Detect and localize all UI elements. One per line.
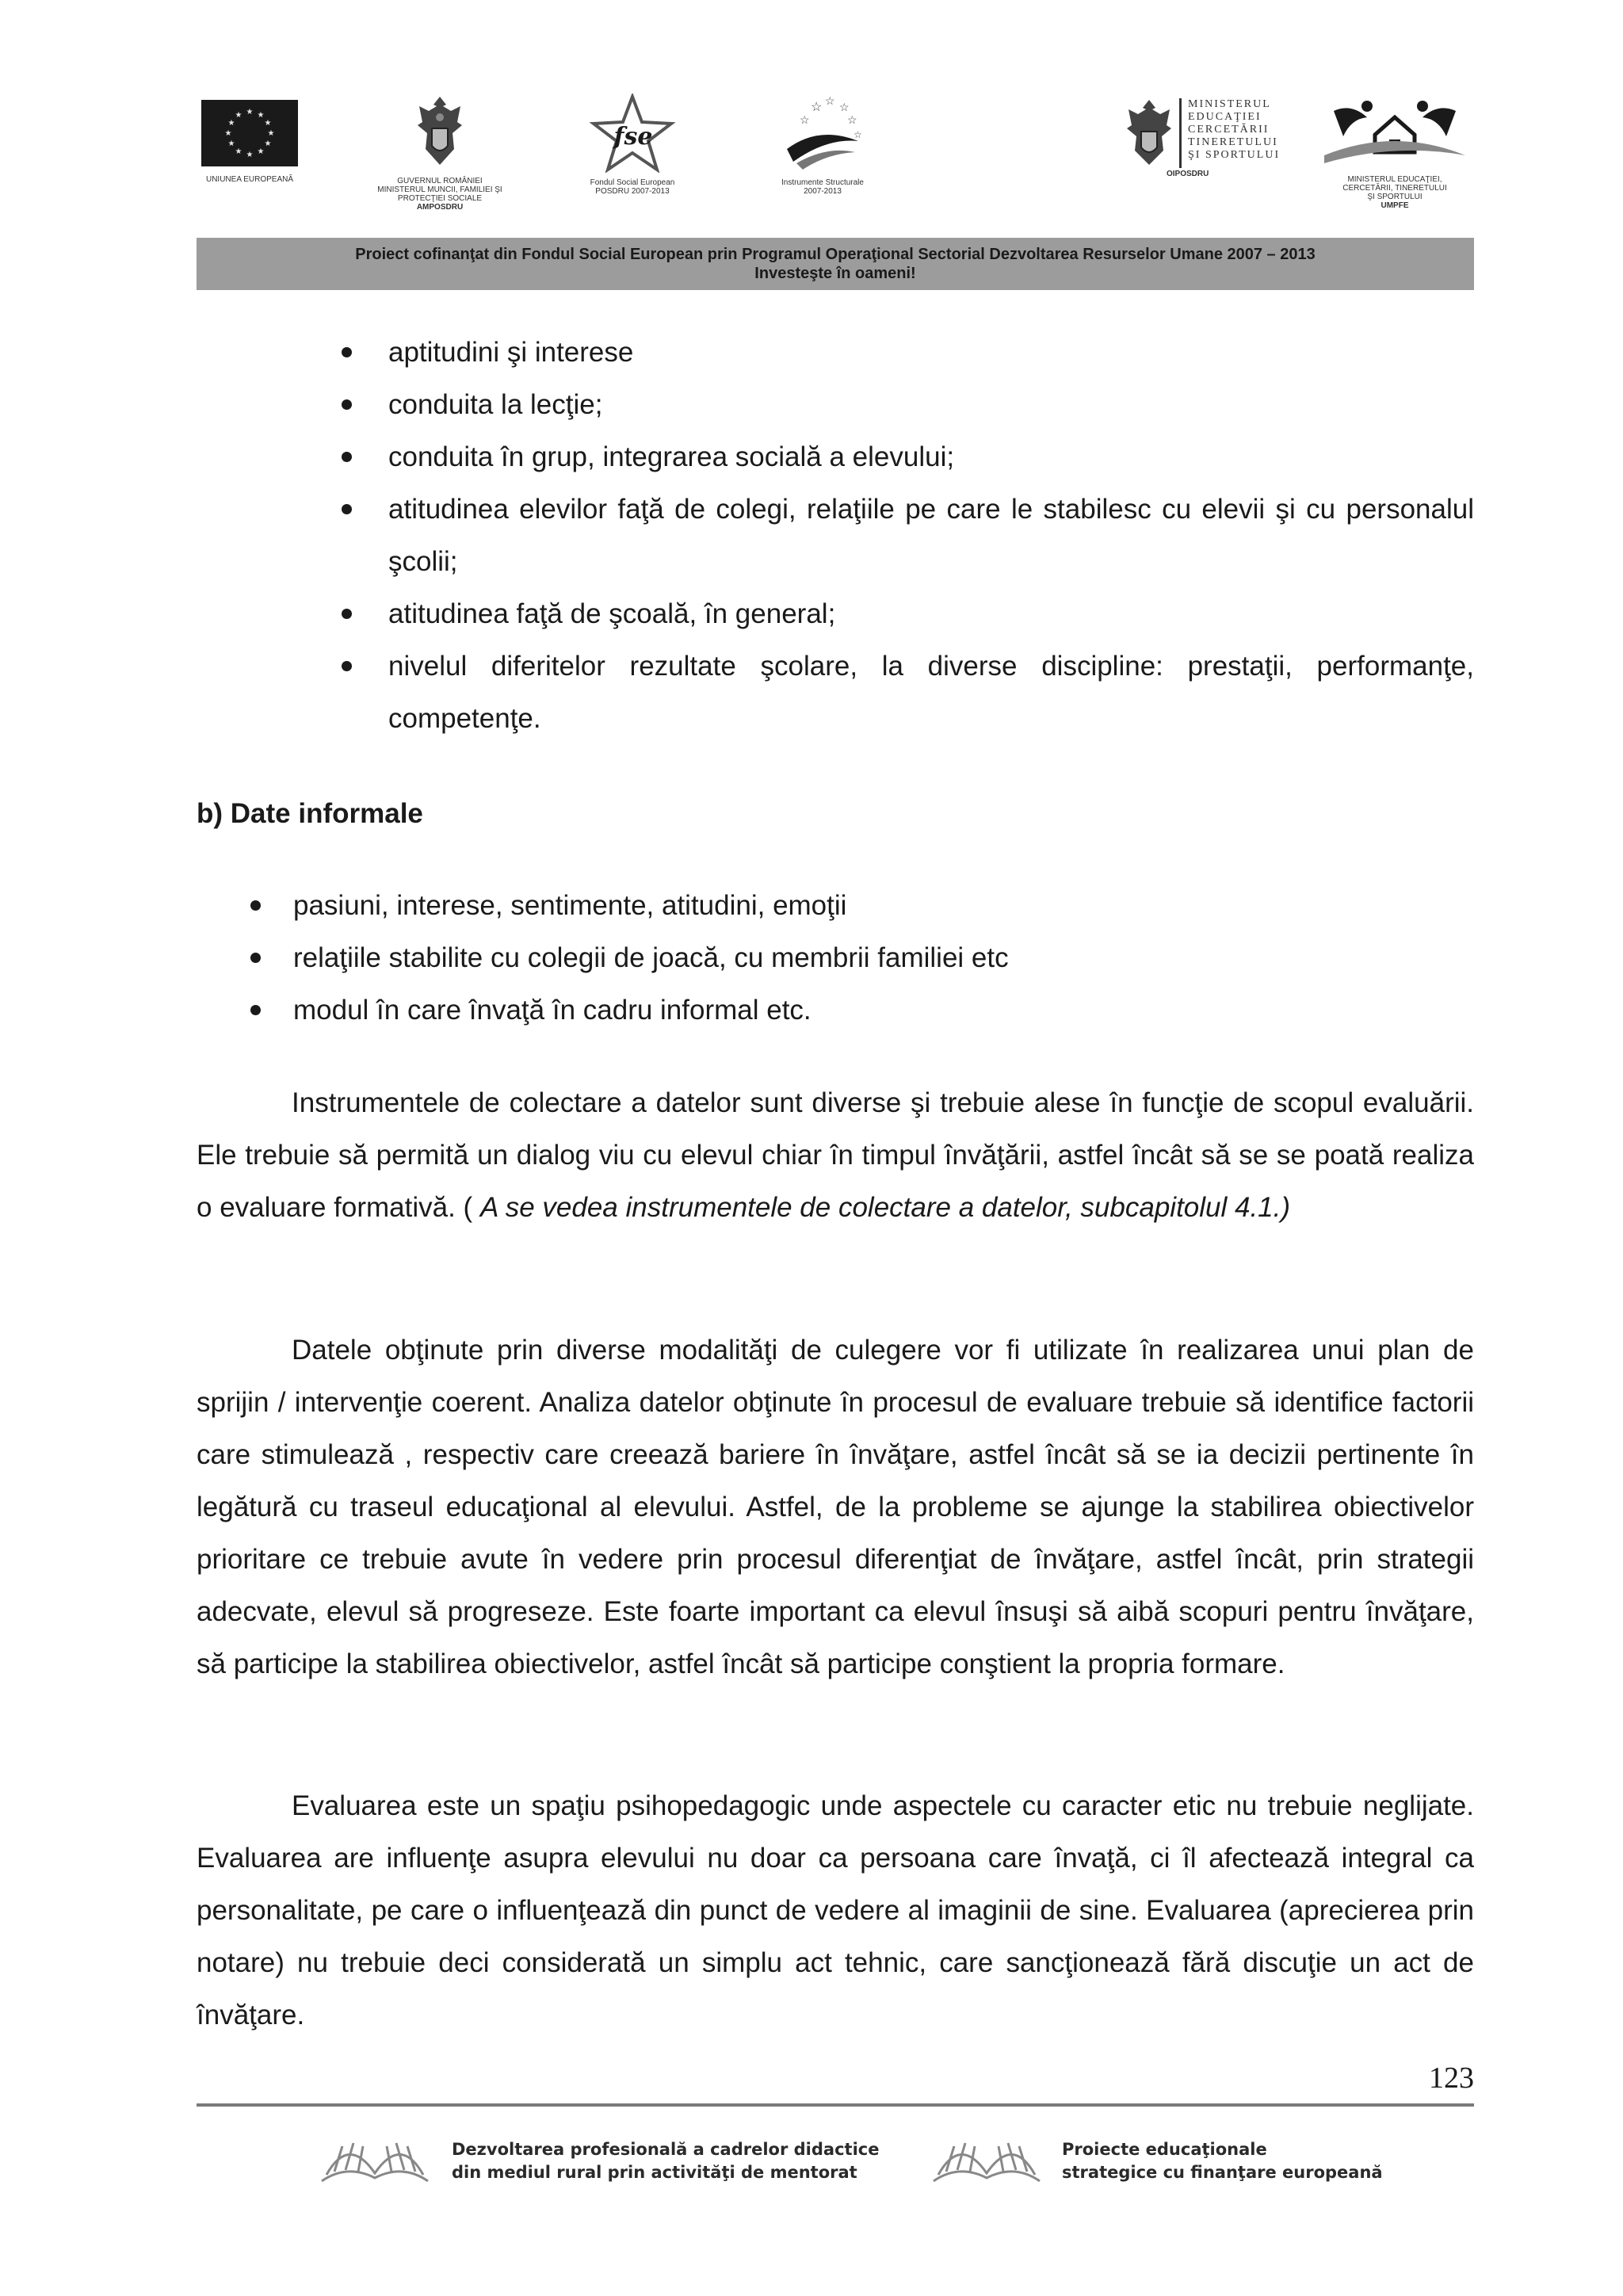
- list-item: modul în care învaţă în cadru informal etc.: [293, 984, 1474, 1037]
- svg-text:★: ★: [264, 119, 272, 128]
- instrumente-caption-2: 2007-2013: [804, 187, 842, 196]
- paragraph-evaluation-ethics: Evaluarea este un spaţiu psihopedagogic unde aspectele cu caracter etic nu trebuie neglijate. Evaluarea are influenţe asupra elevului nu doar ca persoana care învaţă, ci îl afectează integral ca personalitate, pe care o influenţează din punct de vedere al imaginii de sine. Evaluarea (aprecierea prin notare) nu trebuie deci considerată un simplu act tehnic, care sancţionează fără discuţie un act de învăţare.: [197, 1790, 1474, 2030]
- ministry-line-5: ŞI SPORTULUI: [1188, 149, 1281, 161]
- bullet-icon: [342, 399, 352, 410]
- svg-text:☆: ☆: [800, 113, 810, 126]
- project-banner: [197, 238, 1474, 290]
- svg-text:☆: ☆: [854, 129, 862, 140]
- bullet-icon: [342, 452, 352, 462]
- oiposdru-label: OIPOSDRU: [1167, 170, 1209, 178]
- paragraph-reference: A se vedea instrumentele de colectare a datelor, subcapitolul 4.1.): [479, 1192, 1291, 1223]
- list-item: pasiuni, interese, sentimente, atitudini, emoţii: [293, 880, 1474, 932]
- government-caption-1: GUVERNUL ROMÂNIEI: [397, 177, 483, 185]
- svg-text:☆: ☆: [847, 113, 857, 126]
- ministry-line-3: CERCETĂRII: [1188, 124, 1270, 136]
- bullet-icon: [250, 900, 261, 911]
- coat-of-arms-icon: [414, 94, 465, 170]
- umpfe-caption-1: MINISTERUL EDUCAŢIEI,: [1347, 175, 1442, 184]
- ministry-coat-of-arms-icon: [1125, 98, 1173, 168]
- stars-swoosh-icon: [779, 94, 866, 173]
- footer-right-line-2: strategice cu finanţare europeană: [1062, 2163, 1383, 2182]
- banner-line-2: Investeşte în oameni!: [754, 265, 916, 282]
- eu-caption: UNIUNEA EUROPEANĂ: [205, 175, 294, 184]
- open-book-icon: [315, 2129, 434, 2189]
- section-b-heading: b) Date informale: [197, 798, 423, 829]
- svg-text:★: ★: [235, 111, 242, 120]
- paragraph-data-collection: Instrumentele de colectare a datelor sunt diverse şi trebuie alese în funcţie de scopul evaluării. Ele trebuie să permită un dialog viu cu elevul chiar în timpul învăţării, astfel încât să se se poată realiza o evaluare formativă. ( A se vedea instrumentele de colectare a datelor, subcapitolul 4.1.): [197, 1087, 1474, 1223]
- list-item: atitudinea elevilor faţă de colegi, relaţiile pe care le stabilesc cu elevii şi cu personalul şcolii;: [388, 483, 1474, 588]
- umpfe-caption-2: CERCETĂRII, TINERETULUI: [1342, 184, 1447, 193]
- bullet-icon: [342, 609, 352, 619]
- svg-text:★: ★: [264, 139, 272, 148]
- bullet-icon: [342, 661, 352, 671]
- svg-text:★: ★: [227, 139, 235, 148]
- bullet-icon: [250, 953, 261, 963]
- instrumente-caption-1: Instrumente Structurale: [781, 178, 864, 187]
- fse-star-icon: [589, 94, 676, 173]
- oiposdru-caption: [1125, 170, 1300, 178]
- umpfe-label: UMPFE: [1381, 201, 1409, 210]
- page-number: 123: [1429, 2061, 1474, 2095]
- government-caption-bold: [365, 203, 515, 212]
- svg-text:☆: ☆: [825, 94, 835, 107]
- footer-left-line-1: Dezvoltarea profesională a cadrelor didactice: [452, 2140, 880, 2159]
- umpfe-caption-bold: [1316, 201, 1474, 210]
- svg-text:☆: ☆: [811, 101, 823, 114]
- fse-caption-2: POSDRU 2007-2013: [595, 187, 670, 196]
- ministry-line-1: MINISTERUL: [1188, 98, 1271, 110]
- footer-right-line-1: Proiecte educaţionale: [1062, 2140, 1267, 2159]
- list-item: relaţiile stabilite cu colegii de joacă, cu membrii familiei etc: [293, 932, 1474, 984]
- footer-right-title: [1062, 2138, 1383, 2184]
- ministry-line-2: EDUCAŢIEI: [1188, 111, 1262, 123]
- eu-logo: [198, 100, 301, 184]
- svg-text:★: ★: [227, 119, 235, 128]
- instrumente-structurale-logo: [767, 94, 878, 196]
- formal-data-list: [388, 327, 1474, 745]
- svg-text:★: ★: [224, 129, 232, 138]
- government-caption-3: PROTECŢIEI SOCIALE: [397, 194, 483, 203]
- footer-left-title: [452, 2138, 879, 2184]
- bullet-icon: [342, 347, 352, 357]
- umpfe-caption-3: ŞI SPORTULUI: [1367, 193, 1423, 201]
- fse-logo: [577, 94, 688, 196]
- eu-flag-icon: [201, 100, 298, 166]
- footer-left-line-2: din mediul rural prin activităţi de mentorat: [452, 2163, 857, 2182]
- fse-caption-1: Fondul Social European: [590, 178, 675, 187]
- footer-rule: [197, 2103, 1474, 2107]
- list-item: conduita la lecţie;: [388, 379, 1474, 431]
- open-book-icon-right: [927, 2129, 1046, 2189]
- bullet-icon: [250, 1005, 261, 1015]
- svg-text:★: ★: [246, 151, 254, 159]
- ministry-line-4: TINERETULUI: [1188, 136, 1278, 148]
- umpfe-logo: [1316, 95, 1474, 210]
- list-item: nivelul diferitelor rezultate şcolare, la diverse discipline: prestaţii, performanţe, competenţe.: [388, 640, 1474, 745]
- umpfe-houses-icon: [1319, 95, 1470, 168]
- list-item: atitudinea faţă de şcoală, în general;: [388, 588, 1474, 640]
- svg-text:★: ★: [246, 108, 254, 117]
- svg-text:★: ★: [257, 111, 265, 120]
- list-item: aptitudini şi interese: [388, 327, 1474, 379]
- paragraph-data-analysis: Datele obţinute prin diverse modalităţi de culegere vor fi utilizate în realizarea unui plan de sprijin / intervenţie coerent. Analiza datelor obţinute în procesul de evaluare trebuie să identifice factorii care stimulează , respectiv care creează bariere în învăţare, astfel încât să se ia decizii pertinente în legătură cu traseul educaţional al elevului. Astfel, de la probleme se ajunge la stabilirea obiectivelor prioritare ce trebuie avute în vedere prin procesul diferenţiat de învăţare, astfel încât, prin strategii adecvate, elevul să progreseze. Este foarte important ca elevul însuşi să aibă scopuri pentru învăţare, să participe la stabilirea obiectivelor, astfel încât să participe conştient la propria formare.: [197, 1335, 1474, 1679]
- amposdru-label: AMPOSDRU: [416, 203, 464, 212]
- government-logo: [365, 94, 515, 212]
- svg-text:☆: ☆: [839, 101, 850, 113]
- svg-text:★: ★: [267, 129, 275, 138]
- fse-mark: fse: [613, 123, 653, 151]
- banner-line-1: Proiect cofinanţat din Fondul Social European prin Programul Operaţional Sectorial Dezvoltarea Resurselor Umane 2007 – 2013: [355, 246, 1316, 263]
- svg-text:★: ★: [235, 147, 242, 156]
- informal-data-list: [293, 880, 1474, 1037]
- bullet-icon: [342, 504, 352, 514]
- government-caption-2: MINISTERUL MUNCII, FAMILIEI ŞI: [377, 185, 502, 194]
- ministry-logo: [1125, 98, 1300, 178]
- svg-text:★: ★: [257, 147, 265, 156]
- list-item: conduita în grup, integrarea socială a elevului;: [388, 431, 1474, 483]
- ministry-name: [1188, 98, 1280, 162]
